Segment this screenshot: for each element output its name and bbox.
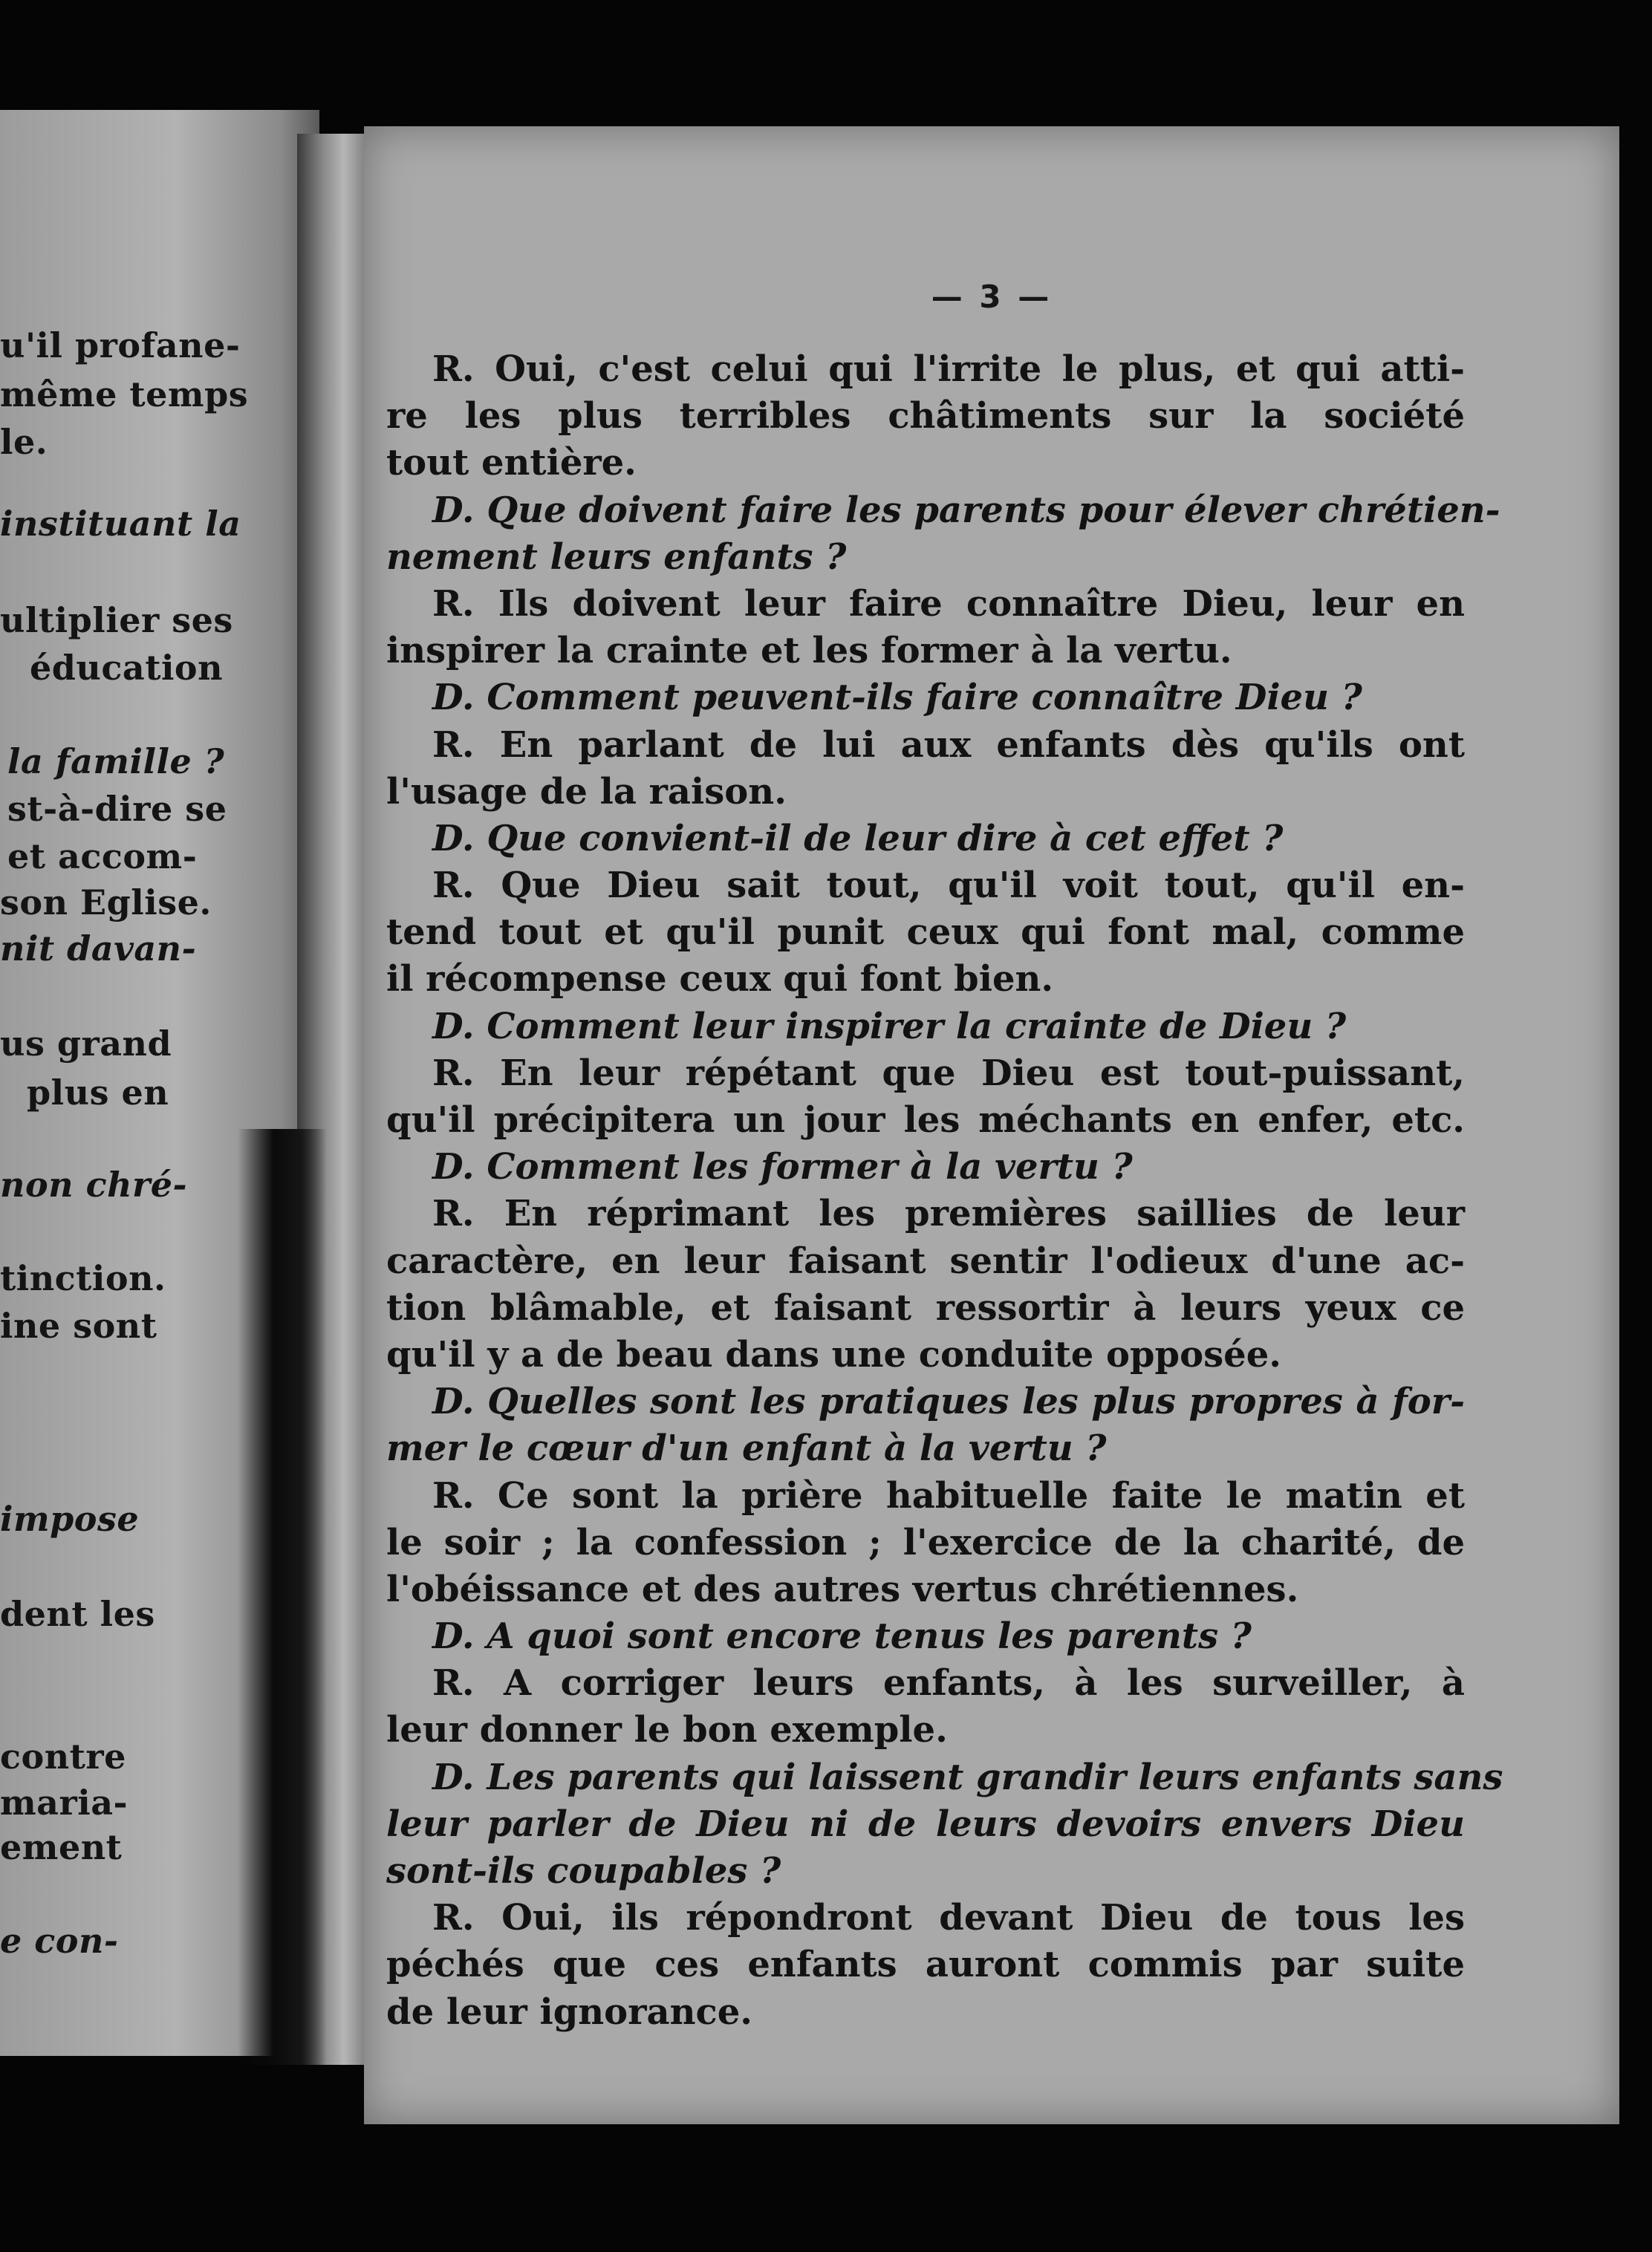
left-fragment: e con- (0, 1921, 119, 1961)
left-fragment: nit davan- (0, 928, 197, 969)
page-body (386, 346, 1503, 2036)
text-line: R. En leur répétant que Dieu est tout-puissant, (432, 1052, 1465, 1094)
left-fragment: instituant la (0, 504, 241, 544)
text-line: caractère, en leur faisant sentir l'odieux d'une ac- (386, 1240, 1465, 1282)
page-number: — 3 — (931, 279, 1053, 315)
text-line: péchés que ces enfants auront commis par suite (386, 1944, 1465, 1986)
left-fragment: non chré- (0, 1165, 188, 1205)
text-line: qu'il précipitera un jour les méchants en enfer, etc. (386, 1099, 1465, 1141)
question-line: D. Les parents qui laissent grandir leurs enfants sans (432, 1756, 1503, 1798)
left-fragment: la famille ? (7, 741, 225, 781)
text-line: R. En réprimant les premières saillies de leur (432, 1193, 1465, 1235)
text-line: il récompense ceux qui font bien. (386, 958, 1054, 1000)
text-line: R. Que Dieu sait tout, qu'il voit tout, qu'il en- (432, 865, 1465, 907)
question-line: D. Comment les former à la vertu ? (432, 1146, 1133, 1188)
text-line: leur donner le bon exemple. (386, 1709, 948, 1751)
question-line: nement leurs enfants ? (386, 536, 847, 578)
question-line: D. Comment leur inspirer la crainte de Dieu ? (432, 1005, 1347, 1047)
left-fragment: u'il profane- (0, 325, 241, 365)
left-fragment: même temps (0, 374, 249, 414)
text-line: qu'il y a de beau dans une conduite opposée. (386, 1333, 1281, 1376)
text-line: de leur ignorance. (386, 1991, 752, 2033)
left-fragment: et accom- (7, 836, 198, 876)
left-fragment: ine sont (0, 1306, 157, 1346)
question-line: D. Quelles sont les pratiques les plus propres à for- (432, 1381, 1465, 1423)
right-page (364, 126, 1619, 2124)
left-fragment: plus en (27, 1073, 169, 1113)
left-fragment: son Eglise. (0, 882, 212, 922)
left-fragment: ultiplier ses (0, 600, 233, 640)
question-line: mer le cœur d'un enfant à la vertu ? (386, 1428, 1107, 1470)
gutter-shadow (238, 1129, 327, 2065)
question-line: D. A quoi sont encore tenus les parents ? (432, 1615, 1252, 1658)
text-line: R. Ils doivent leur faire connaître Dieu, leur en (432, 582, 1465, 625)
text-line: R. A corriger leurs enfants, à les surveiller, à (432, 1662, 1465, 1705)
text-line: l'obéissance et des autres vertus chrétiennes. (386, 1568, 1299, 1610)
left-fragment: éducation (30, 648, 224, 688)
text-line: R. Oui, c'est celui qui l'irrite le plus, et qui atti- (432, 348, 1465, 390)
text-line: R. En parlant de lui aux enfants dès qu'ils ont (432, 723, 1465, 766)
left-fragment: tinction. (0, 1258, 166, 1298)
left-fragment: impose (0, 1499, 140, 1539)
text-line: tout entière. (386, 442, 637, 484)
left-fragment: maria- (0, 1783, 129, 1823)
question-line: sont-ils coupables ? (386, 1850, 781, 1892)
left-fragment: st-à-dire se (7, 789, 227, 829)
question-line: D. Comment peuvent-ils faire connaître Dieu ? (432, 677, 1362, 719)
question-line: D. Que doivent faire les parents pour élever chrétien- (432, 489, 1500, 531)
text-line: re les plus terribles châtiments sur la société (386, 395, 1465, 437)
left-fragment: ement (0, 1827, 123, 1867)
left-fragment: dent les (0, 1594, 155, 1634)
text-line: inspirer la crainte et les former à la vertu. (386, 630, 1232, 672)
text-line: le soir ; la confession ; l'exercice de la charité, de (386, 1521, 1465, 1563)
text-line: R. Oui, ils répondront devant Dieu de tous les (432, 1897, 1465, 1939)
question-line: D. Que convient-il de leur dire à cet effet ? (432, 817, 1284, 859)
left-fragment: contre (0, 1737, 126, 1777)
text-line: l'usage de la raison. (386, 770, 787, 813)
question-line: leur parler de Dieu ni de leurs devoirs envers Dieu (386, 1803, 1465, 1845)
left-fragment: us grand (0, 1024, 172, 1064)
text-line: tend tout et qu'il punit ceux qui font mal, comme (386, 911, 1465, 954)
left-fragment: le. (0, 422, 48, 462)
text-line: R. Ce sont la prière habituelle faite le matin et (432, 1474, 1465, 1517)
text-line: tion blâmable, et faisant ressortir à leurs yeux ce (386, 1286, 1465, 1329)
